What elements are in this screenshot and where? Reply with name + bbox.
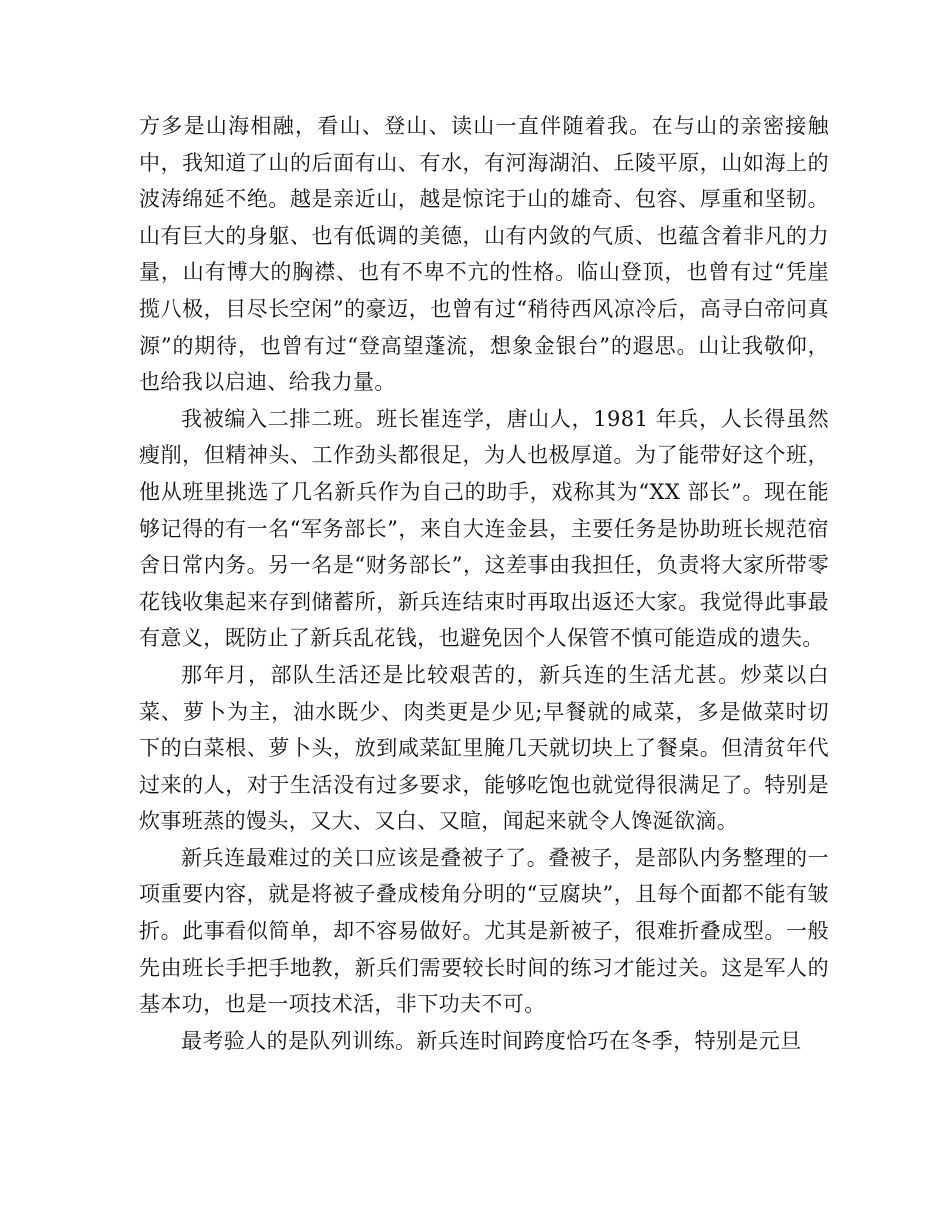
paragraph: 我被编入二排二班。班长崔连学，唐山人，1981 年兵，人长得虽然瘦削，但精神头、工作劲头都很足，为人也极厚道。为了能带好这个班，他从班里挑选了几名新兵作为自己的助手，戏称其为“XX 部长”。现在能够记得的有一名“军务部长”，来自大连金县，主要任务是协助班长规范宿舍日常内务。另一名是“财务部长”，这差事由我担任，负责将大家所带零花钱收集起来存到储蓄所，新兵连结束时再取出返还大家。我觉得此事最有意义，既防止了新兵乱花钱，也避免因个人保管不慎可能造成的遗失。 (139, 406, 829, 651)
paragraph: 那年月，部队生活还是比较艰苦的，新兵连的生活尤甚。炒菜以白菜、萝卜为主，油水既少、肉类更是少见;早餐就的咸菜，多是做菜时切下的白菜根、萝卜头，放到咸菜缸里腌几天就切块上了餐桌。但清贫年代过来的人，对于生活没有过多要求，能够吃饱也就觉得很满足了。特别是炊事班蒸的馒头，又大、又白、又暄，闻起来就令人馋涎欲滴。 (139, 662, 829, 834)
paragraph: 方多是山海相融，看山、登山、读山一直伴随着我。在与山的亲密接触中，我知道了山的后面有山、有水，有河海湖泊、丘陵平原，山如海上的波涛绵延不绝。越是亲近山，越是惊诧于山的雄奇、包容、厚重和坚韧。山有巨大的身躯、也有低调的美德，山有内敛的气质、也蕴含着非凡的力量，山有博大的胸襟、也有不卑不亢的性格。临山登顶，也曾有过“凭崖揽八极，目尽长空闲”的豪迈，也曾有过“稍待西风凉冷后，高寻白帝问真源”的期待，也曾有过“登高望蓬流，想象金银台”的遐思。山让我敬仰，也给我以启迪、给我力量。 (139, 114, 829, 395)
paragraph: 新兵连最难过的关口应该是叠被子了。叠被子，是部队内务整理的一项重要内容，就是将被子叠成棱角分明的“豆腐块”，且每个面都不能有皱折。此事看似简单，却不容易做好。尤其是新被子，很难折叠成型。一般先由班长手把手地教，新兵们需要较长时间的练习才能过关。这是军人的基本功，也是一项技术活，非下功夫不可。 (139, 845, 829, 1017)
document-page (139, 108, 829, 1059)
paragraph: 最考验人的是队列训练。新兵连时间跨度恰巧在冬季，特别是元旦 (181, 1028, 802, 1053)
